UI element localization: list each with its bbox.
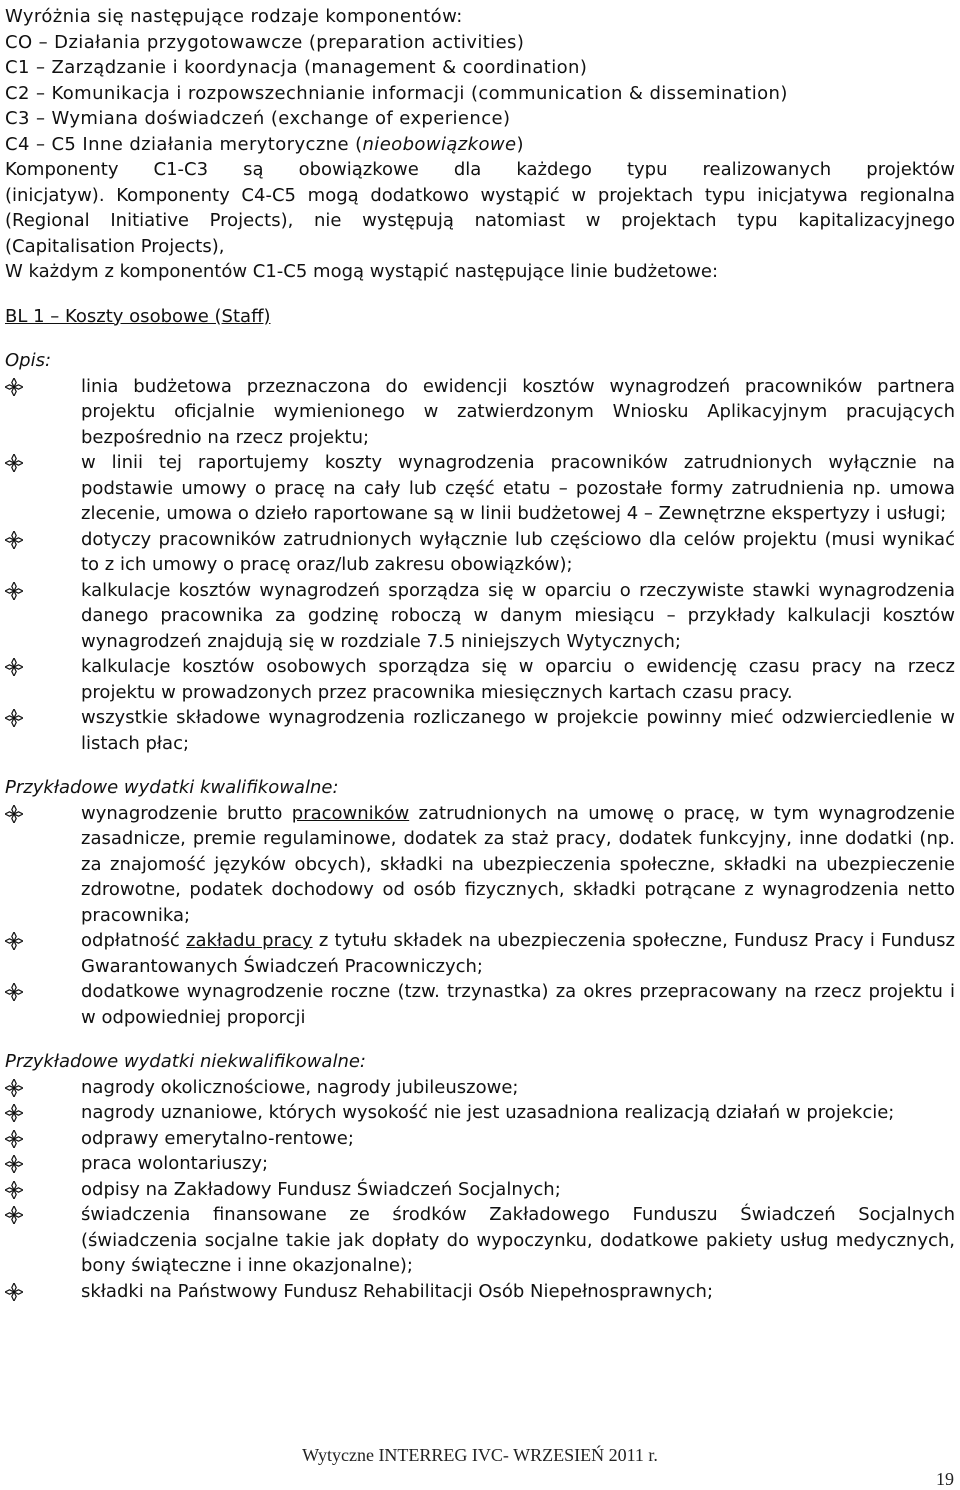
list-item: kalkulacje kosztów wynagrodzeń sporządza się w oparciu o rzeczywiste stawki wynagrodzenia danego pracownika za godzinę roboczą w danym miesiącu – przykłady kalkulacji kosztów wynagrodzeń znajdują się w rozdziale 7.5 niniejszych Wytycznych;	[5, 578, 955, 655]
bullet-icon	[5, 983, 23, 1001]
component-c4-italic: nieobowiązkowe	[362, 133, 517, 155]
bullet-icon	[5, 1181, 23, 1199]
bullet-icon	[5, 582, 23, 600]
bullet-icon	[5, 1283, 23, 1301]
ineligible-list	[5, 1075, 955, 1305]
link-pracownikow[interactable]: pracowników	[291, 802, 410, 824]
component-c4-c5	[5, 132, 955, 158]
components-heading: Wyróżnia się następujące rodzaje komponentów:	[5, 6, 463, 27]
bullet-icon	[5, 658, 23, 676]
bullet-icon	[5, 1104, 23, 1122]
bullet-icon	[5, 531, 23, 549]
list-item: praca wolontariuszy;	[5, 1151, 955, 1177]
page-footer: Wytyczne INTERREG IVC- WRZESIEŃ 2011 r.	[302, 1445, 658, 1465]
list-item: odpisy na Zakładowy Fundusz Świadczeń Socjalnych;	[5, 1177, 955, 1203]
bullet-icon	[5, 932, 23, 950]
list-item: kalkulacje kosztów osobowych sporządza się w oparciu o ewidencję czasu pracy na rzecz projektu w prowadzonych przez pracownika miesięcznych kartach czasu pracy.	[5, 654, 955, 705]
list-item: nagrody okolicznościowe, nagrody jubileuszowe;	[5, 1075, 955, 1101]
paragraph-line-1: Komponenty C1-C3 są obowiązkowe dla każdego typu realizowanych projektów	[5, 159, 955, 180]
link-zakladu-pracy[interactable]: zakładu pracy	[186, 930, 313, 951]
list-item: odpłatność zakładu pracy z tytułu składek na ubezpieczenia społeczne, Fundusz Pracy i Fundusz Gwarantowanych Świadczeń Pracowniczych;	[5, 928, 955, 979]
component-c3: C3 – Wymiana doświadczeń (exchange of experience)	[5, 108, 511, 129]
list-item: świadczenia finansowane ze środków Zakładowego Funduszu Świadczeń Socjalnych (świadczenia socjalne takie jak dopłaty do wypoczynku, dodatkowe pakiety usług medycznych, bony świąteczne i inne okazjonalne);	[5, 1202, 955, 1279]
bullet-icon	[5, 1079, 23, 1097]
component-c4-text: C4 – C5 Inne działania merytoryczne (	[5, 133, 363, 155]
list-item: nagrody uznaniowe, których wysokość nie jest uzasadniona realizacją działań w projekcie;	[5, 1100, 955, 1126]
document-page	[5, 4, 955, 1304]
paragraph-rest: (inicjatyw). Komponenty C4-C5 mogą dodatkowo wystąpić w projektach typu inicjatywa regionalna (Regional Initiative Projects), nie występują natomiast w projektach typu kapitalizacyjnego (Capitalisation Projects),	[5, 184, 955, 257]
bullet-icon	[5, 378, 23, 396]
eligible-label: Przykładowe wydatki kwalifikowalne:	[5, 777, 339, 798]
list-item: dotyczy pracowników zatrudnionych wyłącznie lub częściowo dla celów projektu (musi wynikać to z ich umowy o pracę oraz/lub zakresu obowiązków);	[5, 527, 955, 578]
bullet-icon	[5, 1206, 23, 1224]
bullet-icon	[5, 454, 23, 472]
list-item: składki na Państwowy Fundusz Rehabilitacji Osób Niepełnosprawnych;	[5, 1279, 955, 1305]
page-number: 19	[936, 1469, 954, 1489]
bullet-icon	[5, 1130, 23, 1148]
list-item: wynagrodzenie brutto pracowników zatrudnionych na umowę o pracę, w tym wynagrodzenie zasadnicze, premie regulaminowe, dodatek za staż pracy, dodatek funkcyjny, inne dodatki (np. za znajomość języków obcych), składki na ubezpieczenia społeczne, składki na ubezpieczenie zdrowotne, podatek dochodowy od osób fizycznych, składki potrącane z wynagrodzenia netto pracownika;	[5, 801, 955, 929]
list-item: odprawy emerytalno-rentowe;	[5, 1126, 955, 1152]
opis-label: Opis:	[5, 350, 52, 371]
section-title: BL 1 – Koszty osobowe (Staff)	[5, 305, 271, 327]
opis-list	[5, 374, 955, 757]
component-c0: CO – Działania przygotowawcze (preparation activities)	[5, 31, 525, 53]
component-c4-suffix: )	[516, 133, 524, 155]
list-item: dodatkowe wynagrodzenie roczne (tzw. trzynastka) za okres przepracowany na rzecz projektu i w odpowiedniej proporcji	[5, 979, 955, 1030]
bullet-icon	[5, 1155, 23, 1173]
component-c1: C1 – Zarządzanie i koordynacja (management & coordination)	[5, 57, 588, 78]
component-c2: C2 – Komunikacja i rozpowszechnianie informacji (communication & dissemination)	[5, 82, 788, 104]
list-item: linia budżetowa przeznaczona do ewidencji kosztów wynagrodzeń pracowników partnera projektu oficjalnie wymienionego w zatwierdzonym Wniosku Aplikacyjnym pracujących bezpośrednio na rzecz projektu;	[5, 374, 955, 451]
list-item: w linii tej raportujemy koszty wynagrodzenia pracowników zatrudnionych wyłącznie na podstawie umowy o pracę na cały lub część etatu – pozostałe formy zatrudnienia np. umowa zlecenie, umowa o dzieło raportowane są w linii budżetowej 4 – Zewnętrzne ekspertyzy i usługi;	[5, 450, 955, 527]
eligible-list	[5, 801, 955, 1031]
budget-lines-intro: W każdym z komponentów C1-C5 mogą wystąpić następujące linie budżetowe:	[5, 261, 719, 282]
list-item: wszystkie składowe wynagrodzenia rozliczanego w projekcie powinny mieć odzwierciedlenie w listach płac;	[5, 705, 955, 756]
bullet-icon	[5, 709, 23, 727]
components-paragraph	[5, 157, 955, 259]
bullet-icon	[5, 805, 23, 823]
ineligible-label: Przykładowe wydatki niekwalifikowalne:	[5, 1051, 366, 1072]
